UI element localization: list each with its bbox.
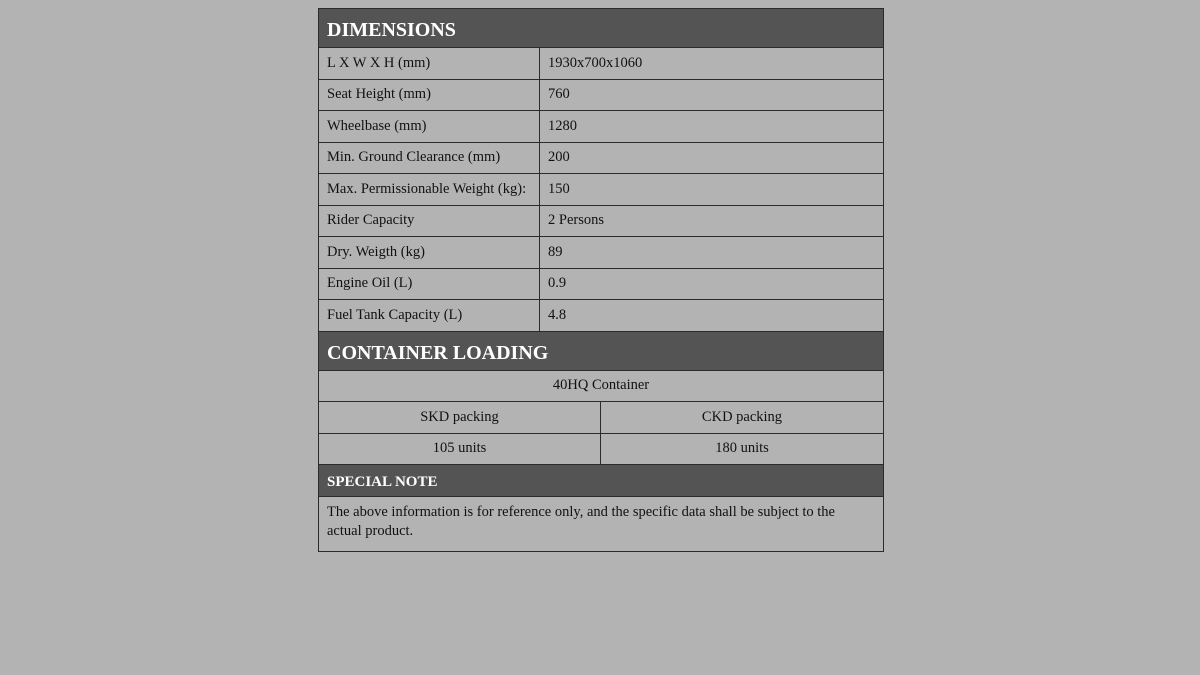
container-loading-heading: CONTAINER LOADING — [319, 332, 883, 371]
row-value: 1280 — [548, 117, 577, 134]
row-label: Wheelbase (mm) — [319, 111, 540, 142]
row-label: Fuel Tank Capacity (L) — [319, 300, 540, 331]
special-note-text: The above information is for reference only, and the specific data shall be subject to the actual product. — [327, 504, 835, 539]
container-type: 40HQ Container — [552, 377, 650, 394]
row-value: 89 — [548, 243, 563, 260]
table-row — [319, 206, 883, 238]
row-label: Seat Height (mm) — [319, 80, 540, 111]
row-value: 200 — [548, 149, 570, 166]
row-label: Rider Capacity — [319, 206, 540, 237]
spec-table — [318, 8, 884, 552]
dimensions-heading: DIMENSIONS — [319, 9, 883, 48]
packing-value-row — [319, 434, 883, 466]
table-row — [319, 143, 883, 175]
table-row — [319, 269, 883, 301]
container-type-row — [319, 371, 883, 403]
special-note-heading: SPECIAL NOTE — [319, 465, 883, 497]
ckd-packing-header: CKD packing — [701, 408, 783, 425]
row-label: Engine Oil (L) — [319, 269, 540, 300]
ckd-packing-value: 180 units — [715, 440, 769, 457]
row-label: L X W X H (mm) — [319, 48, 540, 79]
row-value: 4.8 — [548, 306, 567, 323]
row-label: Max. Permissionable Weight (kg): — [319, 174, 540, 205]
row-label: Min. Ground Clearance (mm) — [319, 143, 540, 174]
row-label: Dry. Weigth (kg) — [319, 237, 540, 268]
skd-packing-value: 105 units — [319, 434, 601, 465]
table-row — [319, 48, 883, 80]
row-value: 0.9 — [548, 275, 567, 292]
row-value: 760 — [548, 86, 570, 103]
row-value: 150 — [548, 180, 570, 197]
row-value: 2 Persons — [548, 212, 604, 229]
skd-packing-header: SKD packing — [319, 402, 601, 433]
table-row — [319, 237, 883, 269]
table-row — [319, 111, 883, 143]
table-row — [319, 80, 883, 112]
table-row — [319, 300, 883, 332]
packing-header-row — [319, 402, 883, 434]
table-row — [319, 174, 883, 206]
row-value: 1930x700x1060 — [548, 54, 643, 71]
